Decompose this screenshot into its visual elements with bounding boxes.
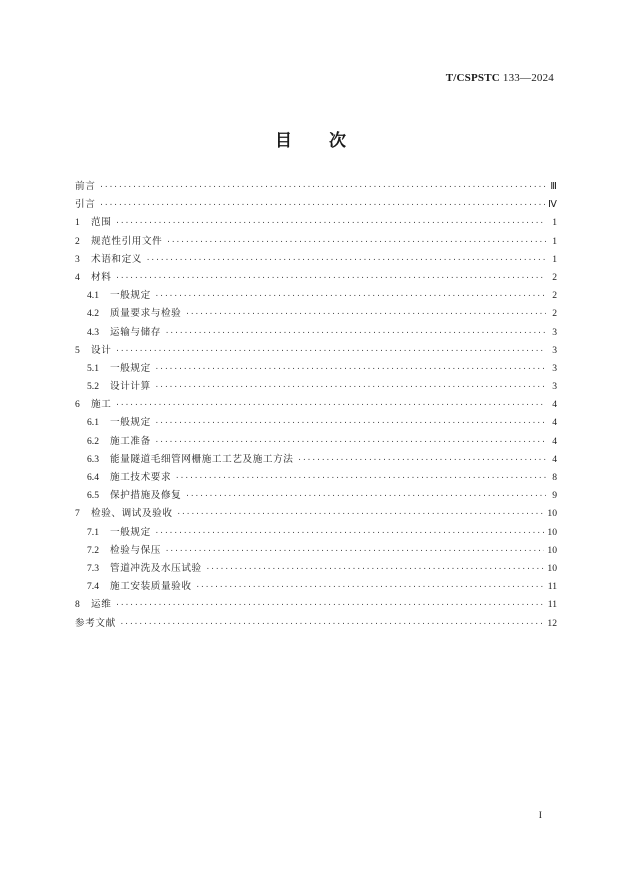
toc-page-number: 10 <box>547 508 557 520</box>
toc-entry[interactable] <box>75 214 557 232</box>
toc-section-title: 规范性引用文件 <box>91 235 163 247</box>
toc-section-title: 保护措施及修复 <box>110 490 182 502</box>
toc-section-title: 设计计算 <box>110 381 151 393</box>
toc-section-number: 6.2 <box>87 435 99 447</box>
toc-page-number: 2 <box>552 290 557 302</box>
toc-section-number: 2 <box>75 235 80 247</box>
toc-entry[interactable] <box>75 505 557 523</box>
toc-entry[interactable] <box>75 396 557 414</box>
toc-page-number: 4 <box>552 417 557 429</box>
toc-entry[interactable] <box>75 560 557 578</box>
toc-section-title: 检验、调试及验收 <box>91 508 173 520</box>
toc-dot-leader <box>175 469 546 487</box>
toc-dot-leader <box>166 233 546 251</box>
page-title <box>0 126 622 151</box>
toc-dot-leader <box>155 433 546 451</box>
toc-entry[interactable] <box>75 287 557 305</box>
toc-page-number: 1 <box>552 235 557 247</box>
toc-entry[interactable] <box>75 378 557 396</box>
toc-section-title: 施工准备 <box>110 435 151 447</box>
toc-dot-leader <box>115 269 546 287</box>
toc-page-number: 9 <box>552 490 557 502</box>
toc-entry[interactable] <box>75 342 557 360</box>
page-number: I <box>538 810 542 821</box>
toc-page-number: 10 <box>547 526 557 538</box>
toc-section-number: 7.3 <box>87 562 99 574</box>
toc-page-number: 10 <box>547 562 557 574</box>
toc-section-number: 6.1 <box>87 417 99 429</box>
toc-page-number: 4 <box>552 435 557 447</box>
toc-section-number: 6.3 <box>87 453 99 465</box>
toc-section-title: 施工技术要求 <box>110 472 172 483</box>
toc-page-number: 10 <box>547 544 557 556</box>
toc-page-number: 3 <box>552 381 557 393</box>
toc-section-title: 运输与储存 <box>110 326 161 338</box>
toc-entry[interactable] <box>75 196 557 214</box>
toc-dot-leader <box>155 360 546 378</box>
toc-page-number: Ⅲ <box>550 181 557 192</box>
toc-page-number: 1 <box>552 253 557 265</box>
toc-entry[interactable] <box>75 305 557 323</box>
toc-dot-leader <box>115 214 546 232</box>
toc-section-title: 术语和定义 <box>91 253 142 265</box>
toc-dot-leader <box>185 305 546 323</box>
toc-dot-leader <box>120 615 545 633</box>
toc-section-number: 4 <box>75 271 80 283</box>
toc-entry[interactable] <box>75 615 557 633</box>
toc-dot-leader <box>115 342 546 360</box>
toc-entry[interactable] <box>75 324 557 342</box>
toc-entry[interactable] <box>75 469 557 487</box>
toc-section-number: 4.1 <box>87 290 99 302</box>
toc-section-title: 检验与保压 <box>110 544 161 556</box>
toc-section-number: 5 <box>75 344 80 356</box>
toc-section-title: 施工 <box>91 399 112 411</box>
toc-page-number: 3 <box>552 362 557 374</box>
toc-section-number: 7 <box>75 508 80 520</box>
toc-page-number: 4 <box>552 399 557 411</box>
toc-dot-leader <box>115 396 546 414</box>
toc-page-number: Ⅳ <box>548 199 557 211</box>
toc-section-number: 3 <box>75 253 80 265</box>
toc-page-number: 1 <box>552 217 557 229</box>
toc-section-number: 6.5 <box>87 490 99 502</box>
toc-section-title: 管道冲洗及水压试验 <box>110 562 202 574</box>
toc-section-title: 施工安装质量验收 <box>110 581 192 593</box>
toc-section-title: 质量要求与检验 <box>110 308 182 320</box>
table-of-contents <box>75 178 557 633</box>
toc-entry[interactable] <box>75 524 557 542</box>
toc-section-number: 7.1 <box>87 526 99 538</box>
toc-page-number: 8 <box>552 472 557 483</box>
toc-section-title: 一般规定 <box>110 417 151 429</box>
toc-section-title: 一般规定 <box>110 526 151 538</box>
toc-section-number: 5.1 <box>87 362 99 374</box>
toc-section-number: 7.2 <box>87 544 99 556</box>
toc-entry[interactable] <box>75 269 557 287</box>
toc-entry[interactable] <box>75 414 557 432</box>
toc-entry[interactable] <box>75 233 557 251</box>
toc-entry[interactable] <box>75 596 557 614</box>
toc-entry[interactable] <box>75 433 557 451</box>
toc-section-number: 4.2 <box>87 308 99 320</box>
toc-dot-leader <box>115 596 544 614</box>
toc-section-title: 前言 <box>75 181 96 192</box>
standard-number: 133—2024 <box>502 72 554 84</box>
toc-section-number: 7.4 <box>87 581 99 593</box>
toc-section-title: 一般规定 <box>110 290 151 302</box>
toc-section-title: 运维 <box>91 599 112 611</box>
toc-page-number: 2 <box>552 308 557 320</box>
toc-dot-leader <box>155 414 546 432</box>
toc-dot-leader <box>206 560 545 578</box>
toc-dot-leader <box>196 578 545 596</box>
toc-dot-leader <box>185 487 546 505</box>
toc-section-number: 5.2 <box>87 381 99 393</box>
toc-section-number: 1 <box>75 217 80 229</box>
toc-section-title: 设计 <box>91 344 112 356</box>
toc-section-title: 材料 <box>91 271 112 283</box>
toc-dot-leader <box>155 524 545 542</box>
toc-entry[interactable] <box>75 542 557 560</box>
toc-entry[interactable] <box>75 578 557 596</box>
toc-page-number: 4 <box>552 453 557 465</box>
title-char-1: 目 <box>275 131 293 151</box>
toc-dot-leader <box>177 505 545 523</box>
toc-section-number: 6.4 <box>87 472 99 483</box>
toc-entry[interactable] <box>75 451 557 469</box>
toc-page-number: 11 <box>547 581 557 593</box>
toc-dot-leader <box>146 251 546 269</box>
toc-dot-leader <box>165 542 544 560</box>
toc-section-title: 一般规定 <box>110 362 151 374</box>
standard-code <box>446 72 554 84</box>
toc-dot-leader <box>298 451 547 469</box>
toc-section-number: 4.3 <box>87 326 99 338</box>
toc-section-title: 能量隧道毛细管网栅施工工艺及施工方法 <box>110 453 294 465</box>
toc-entry[interactable] <box>75 251 557 269</box>
title-char-2: 次 <box>329 131 347 151</box>
toc-entry[interactable] <box>75 487 557 505</box>
toc-dot-leader <box>165 324 546 342</box>
toc-section-title: 范围 <box>91 217 112 229</box>
toc-dot-leader <box>155 378 546 396</box>
toc-page-number: 3 <box>552 344 557 356</box>
standard-prefix: T/CSPSTC <box>445 72 500 84</box>
toc-dot-leader <box>155 287 546 305</box>
toc-entry[interactable] <box>75 178 557 196</box>
toc-page-number: 11 <box>547 599 557 611</box>
toc-page-number: 3 <box>552 326 557 338</box>
toc-dot-leader <box>99 196 545 214</box>
toc-page-number: 2 <box>552 271 557 283</box>
toc-dot-leader <box>99 178 546 196</box>
toc-section-number: 8 <box>75 599 80 611</box>
toc-section-number: 6 <box>75 399 80 411</box>
toc-page-number: 12 <box>547 617 557 629</box>
toc-section-title: 参考文献 <box>75 617 116 629</box>
toc-section-title: 引言 <box>75 199 96 211</box>
toc-entry[interactable] <box>75 360 557 378</box>
